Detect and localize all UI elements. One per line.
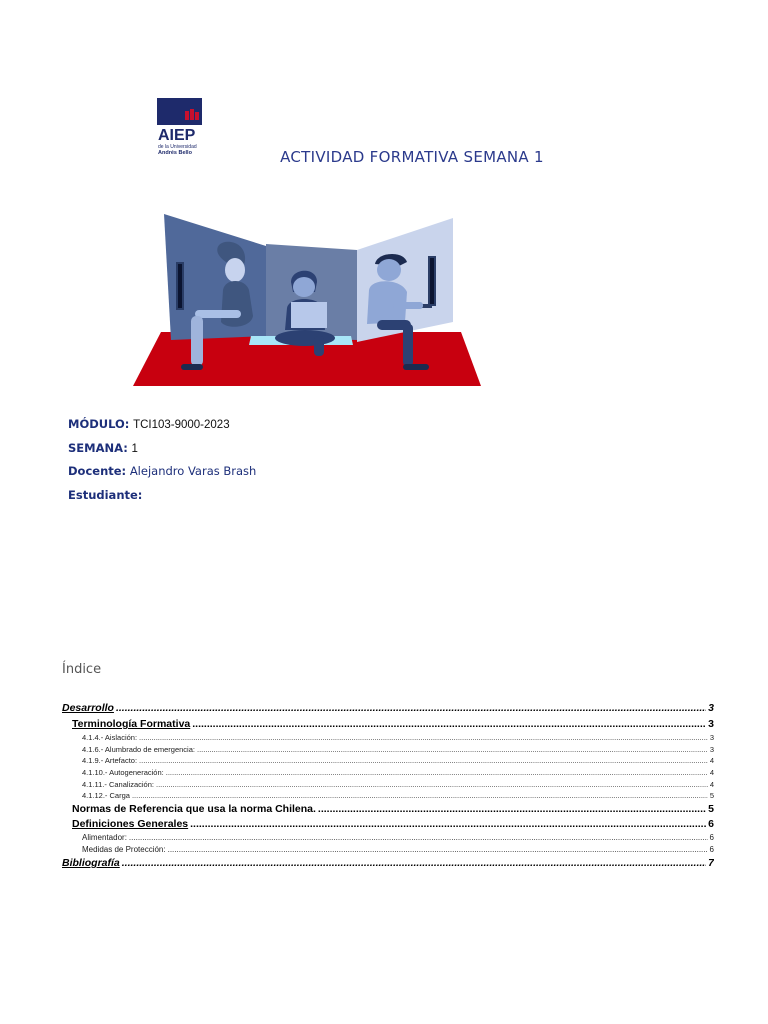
toc-entry[interactable]: [62, 818, 714, 833]
toc-entry-title: Normas de Referencia que usa la norma Chilena.: [72, 803, 316, 816]
toc-entry[interactable]: [62, 745, 714, 757]
toc-leader-dots: [129, 833, 708, 842]
toc-entry[interactable]: [62, 857, 714, 873]
people-at-computers-illustration: [131, 212, 483, 390]
toc-entry-page: 3: [709, 744, 714, 754]
modulo-row: [68, 417, 256, 441]
toc-entry-title: Desarrollo: [62, 702, 114, 714]
toc-entry-title: 4.1.11.- Canalización:: [82, 779, 154, 789]
toc-leader-dots: [190, 818, 706, 830]
toc-entry-title: 4.1.10.- Autogeneración:: [82, 768, 164, 778]
index-heading: Índice: [62, 662, 102, 677]
toc-leader-dots: [132, 791, 708, 800]
toc-entry-page: 5: [708, 803, 714, 816]
logo-brand: AIEP: [158, 127, 196, 144]
toc-entry-title: 4.1.9.- Artefacto:: [82, 756, 138, 766]
toc-entry-page: 3: [709, 733, 714, 742]
document-title: ACTIVIDAD FORMATIVA SEMANA 1: [280, 148, 544, 166]
toc-entry[interactable]: [62, 702, 714, 718]
toc-entry-title: Terminología Formativa: [72, 718, 191, 730]
toc-entry-page: 6: [709, 845, 714, 855]
toc-entry-page: 5: [709, 791, 714, 801]
toc-entry[interactable]: [62, 733, 714, 745]
toc-leader-dots: [168, 845, 708, 854]
docente-label: Docente:: [68, 464, 127, 478]
toc-entry[interactable]: [62, 803, 714, 818]
toc-leader-dots: [139, 756, 708, 765]
toc-entry-page: 4: [709, 756, 714, 766]
docente-value: Alejandro Varas Brash: [129, 464, 257, 478]
toc-entry-title: Medidas de Protección:: [82, 845, 166, 855]
toc-entry[interactable]: [62, 780, 714, 792]
toc-entry-title: Alimentador:: [82, 833, 127, 843]
modulo-value: TCI103-9000-2023: [133, 419, 230, 431]
toc-entry-title: Definiciones Generales: [72, 818, 189, 831]
toc-entry-page: 6: [708, 818, 714, 831]
toc-entry-title: 4.1.12.- Carga: [82, 791, 130, 801]
toc-entry-page: 4: [709, 779, 714, 789]
toc-entry-page: 3: [708, 718, 714, 730]
semana-label: SEMANA:: [68, 440, 128, 455]
semana-row: [68, 441, 256, 465]
toc-leader-dots: [139, 733, 708, 742]
docente-row: [68, 464, 256, 488]
logo-sub2: Andrés Bello: [158, 150, 192, 156]
document-meta: [68, 417, 256, 511]
toc-entry[interactable]: [62, 718, 714, 733]
toc-entry[interactable]: [62, 756, 714, 768]
toc-entry[interactable]: [62, 833, 714, 845]
toc-entry-title: 4.1.6.- Alumbrado de emergencia:: [82, 744, 195, 754]
toc-entry-title: Bibliografía: [62, 857, 120, 870]
toc-entry[interactable]: [62, 768, 714, 780]
estudiante-label: Estudiante:: [68, 487, 143, 502]
logo-sub1: de la Universidad: [158, 144, 197, 150]
toc-entry-page: 3: [708, 702, 714, 714]
toc-entry-page: 6: [709, 833, 714, 843]
toc-leader-dots: [116, 702, 706, 714]
toc-leader-dots: [166, 768, 708, 777]
estudiante-row: [68, 488, 256, 512]
toc-entry-title: 4.1.4.- Aislación:: [82, 733, 138, 742]
toc-leader-dots: [318, 803, 706, 815]
toc-entry[interactable]: [62, 791, 714, 803]
toc-leader-dots: [197, 745, 708, 754]
modulo-label: MÓDULO:: [68, 417, 130, 431]
semana-value: 1: [131, 442, 138, 455]
toc-leader-dots: [156, 780, 708, 789]
toc-entry[interactable]: [62, 845, 714, 857]
toc-leader-dots: [122, 857, 706, 869]
toc-leader-dots: [192, 718, 706, 730]
table-of-contents: [62, 702, 714, 873]
toc-entry-page: 4: [709, 768, 714, 778]
toc-entry-page: 7: [708, 857, 714, 870]
